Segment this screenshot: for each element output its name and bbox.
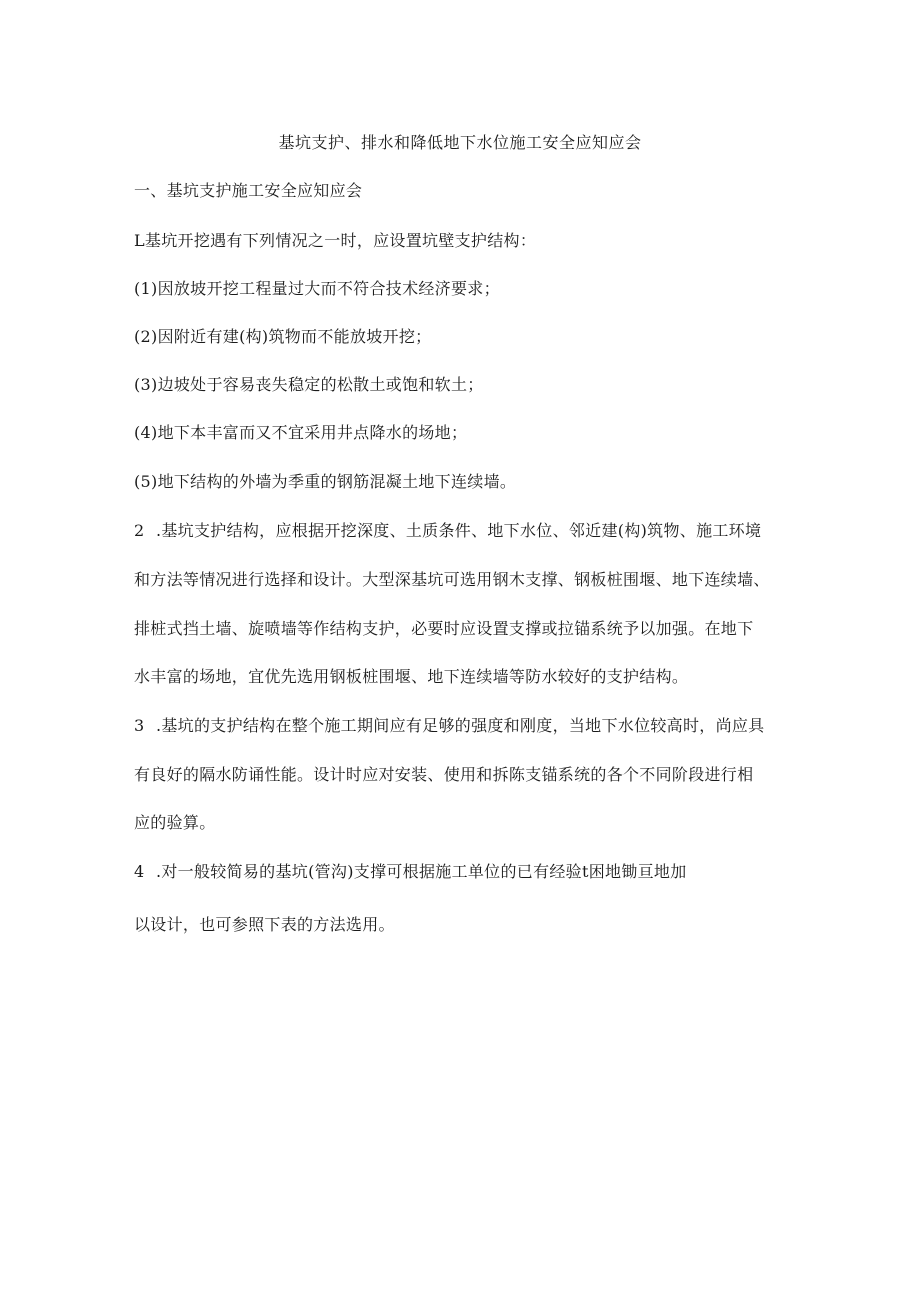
item-2-line-2: 和方法等情况进行选择和设计。大型深基坑可选用钢木支撑、钢板桩围堰、地下连续墙、 [134, 570, 770, 589]
item-2-text-1: .基坑支护结构，应根据开挖深度、土质条件、地下水位、邻近建(构)筑物、施工环境 [156, 521, 762, 540]
item-2-line-4: 水丰富的场地，宜优先选用钢板桩围堰、地下连续墙等防水较好的支护结构。 [134, 667, 689, 686]
item-2-number: 2 [134, 521, 145, 540]
item-4-line-2: 以设计，也可参照下表的方法选用。 [134, 915, 395, 934]
item-2-line-3: 排桩式挡土墙、旋喷墙等作结构支护，必要时应设置支撑或拉锚系统予以加强。在地下 [134, 619, 754, 638]
item-4-line-1 [134, 859, 687, 882]
item-1-sub-2: (2)因附近有建(构)筑物而不能放坡开挖； [134, 327, 432, 346]
item-3-text-1: .基坑的支护结构在整个施工期间应有足够的强度和刚度，当地下水位较高时，尚应具 [156, 716, 765, 735]
item-2-line-1 [134, 518, 761, 541]
section-heading: 一、基坑支护施工安全应知应会 [134, 181, 363, 200]
item-3-line-2: 有良好的隔水防诵性能。设计时应对安装、使用和拆陈支锚系统的各个不同阶段进行相 [134, 765, 754, 784]
item-1-sub-5: (5)地下结构的外墙为季重的钢筋混凝土地下连续墙。 [134, 472, 517, 491]
item-1-sub-1: (1)因放坡开挖工程量过大而不符合技术经济要求； [134, 279, 500, 298]
item-4-number: 4 [134, 862, 145, 881]
page-title: 基坑支护、排水和降低地下水位施工安全应知应会 [278, 133, 642, 152]
item-1-sub-3: (3)边坡处于容易丧失稳定的松散土或饱和软土； [134, 375, 484, 394]
item-4-text-1: .对一般较简易的基坑(管沟)支撑可根据施工单位的已有经验t困地锄亘地加 [156, 862, 687, 881]
item-3-number: 3 [134, 716, 145, 735]
item-1-intro: L基坑开挖遇有下列情况之一时，应设置坑壁支护结构： [134, 231, 537, 250]
item-1-sub-4: (4)地下本丰富而又不宜采用井点降水的场地； [134, 423, 468, 442]
item-3-line-1 [134, 713, 765, 736]
item-3-line-3: 应的验算。 [134, 813, 216, 832]
